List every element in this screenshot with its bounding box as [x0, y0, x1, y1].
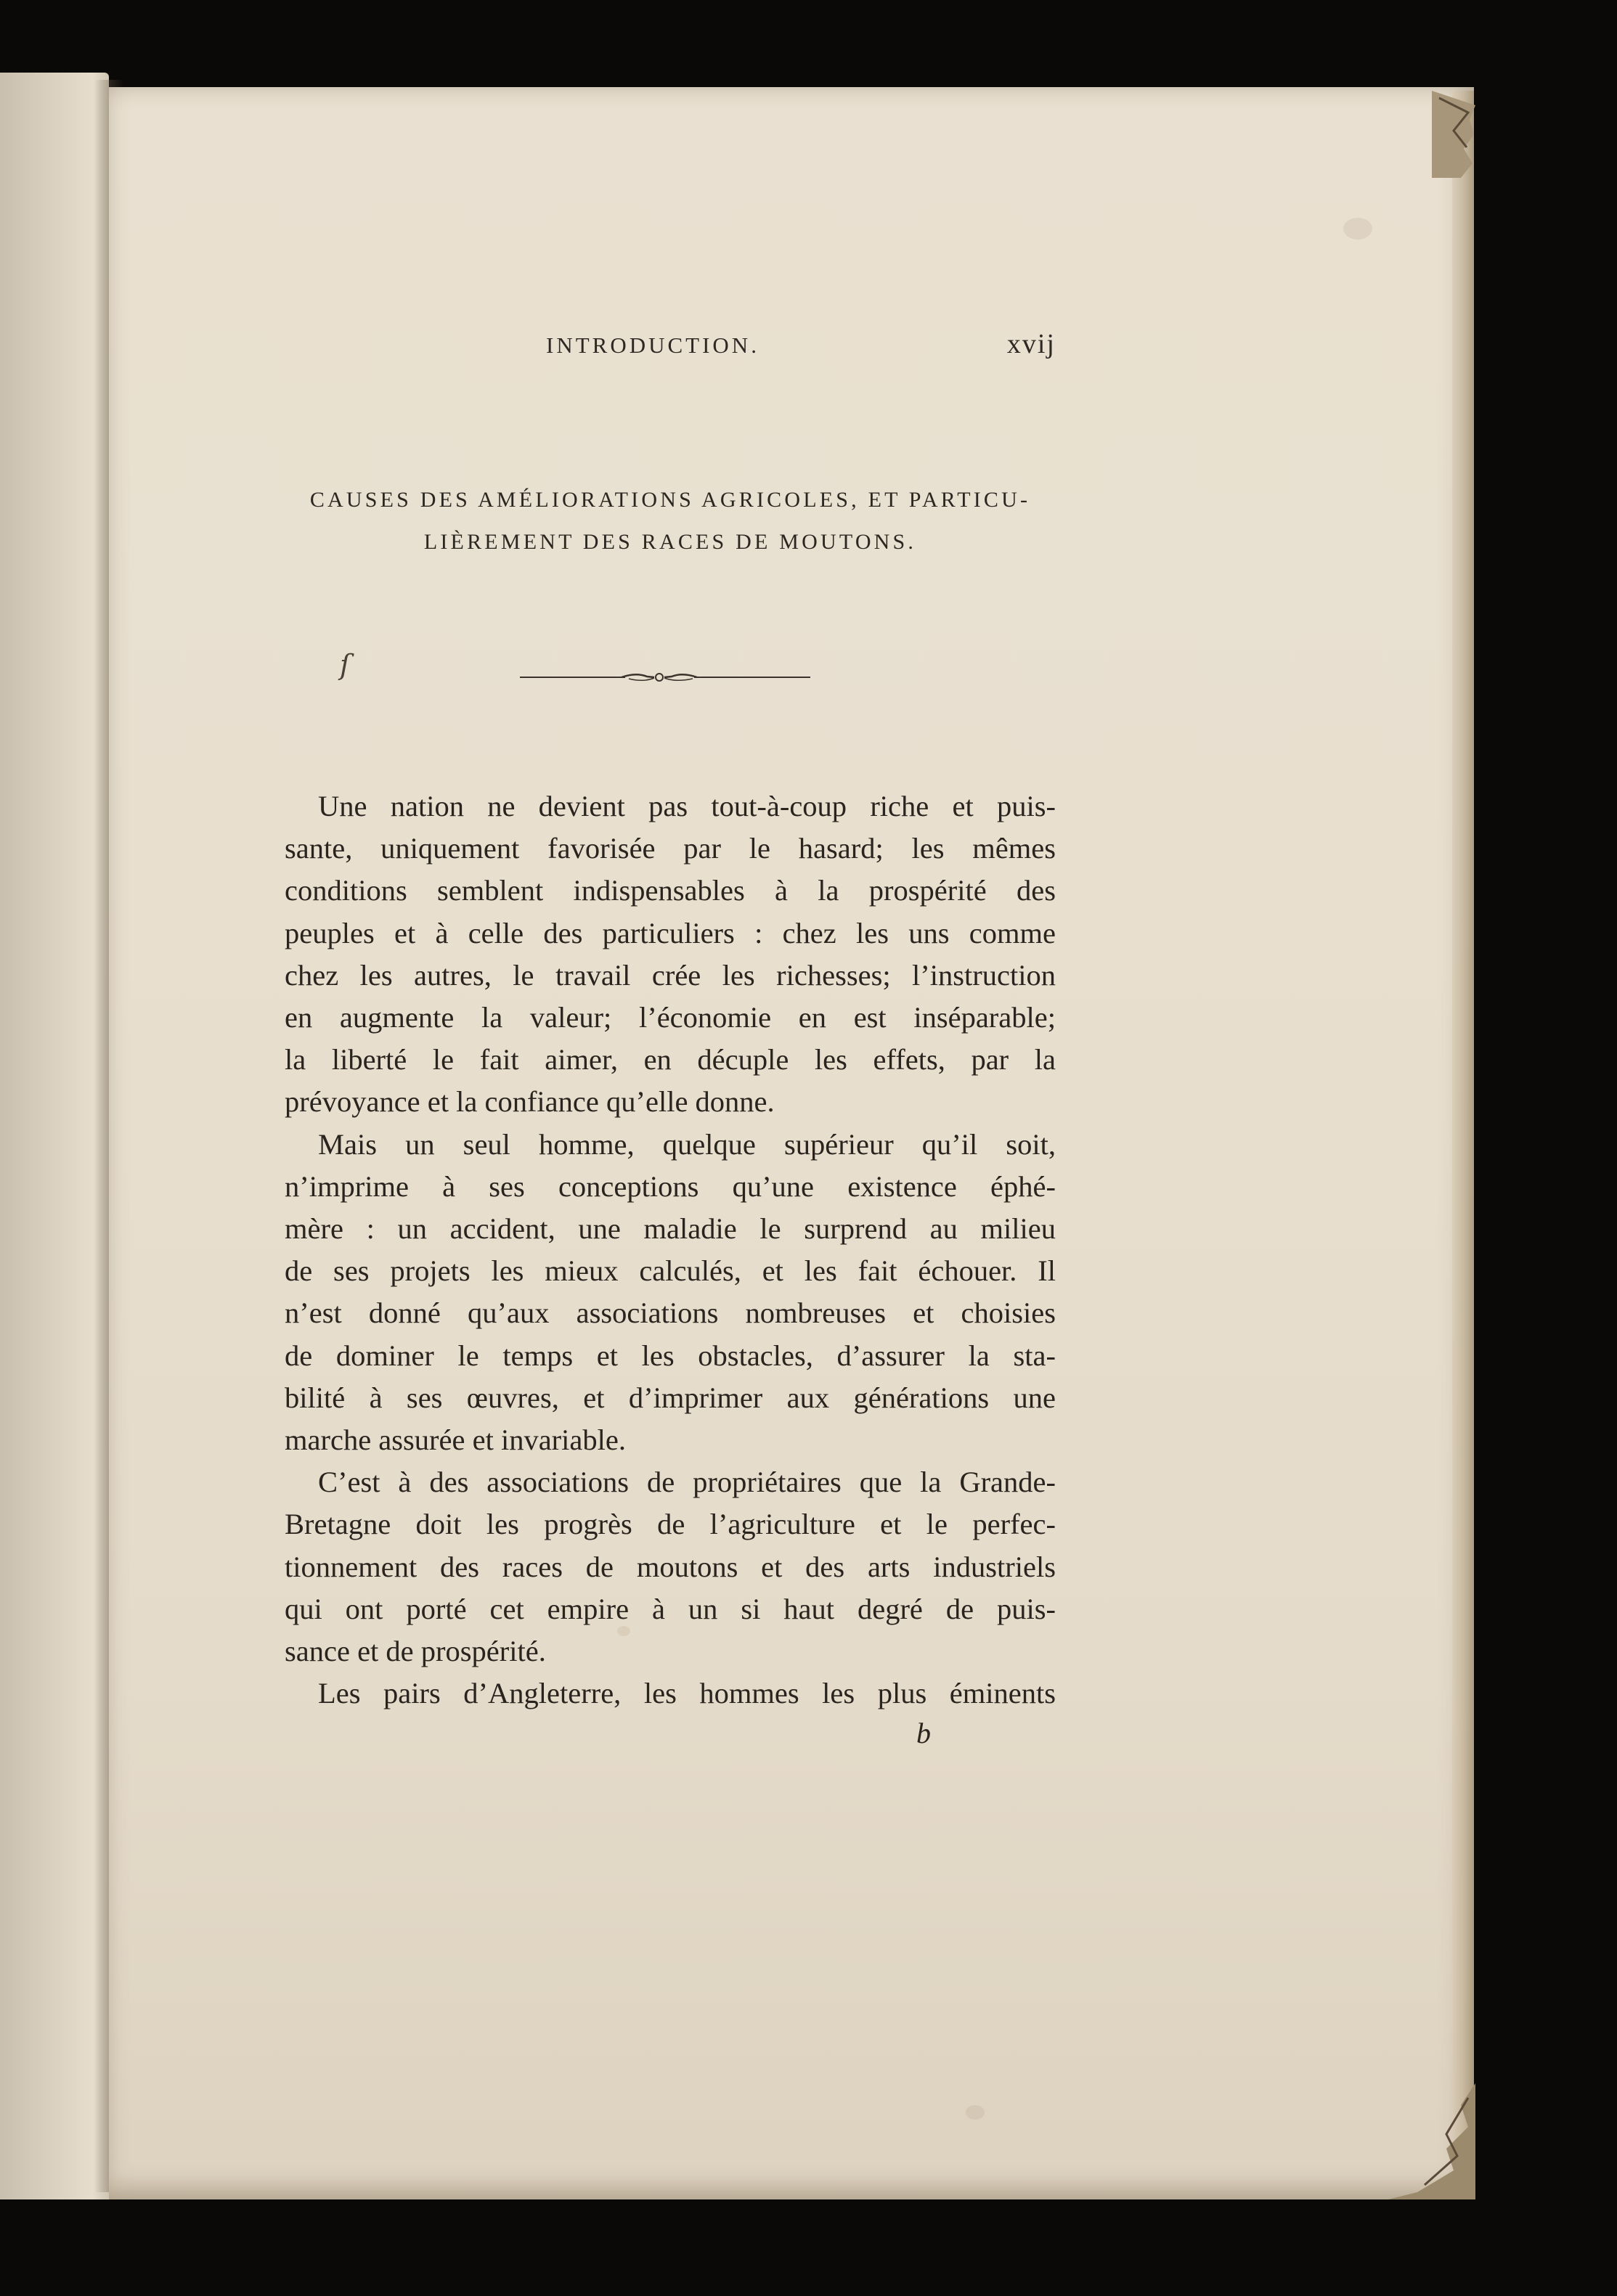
text-line: chez les autres, le travail crée les richesses; l’instruction [285, 958, 1056, 992]
paragraph [285, 785, 1056, 1124]
chapter-title-line: CAUSES DES AMÉLIORATIONS AGRICOLES, ET PARTICU- [309, 488, 1031, 512]
text-line: de ses projets les mieux calculés, et les fait échouer. Il [285, 1254, 1056, 1288]
margin-annotation [340, 649, 354, 681]
text-line: n’imprime à ses conceptions qu’une existence éphé- [285, 1169, 1056, 1203]
paragraph [285, 1124, 1056, 1462]
worn-bottom-corner [1388, 2083, 1475, 2199]
text-line: n’est donné qu’aux associations nombreuses et choisies [285, 1296, 1056, 1330]
ornamental-rule-icon [520, 666, 810, 688]
foxing-spot [966, 2105, 985, 2120]
signature-mark: b [916, 1717, 931, 1749]
left-page-edge [0, 73, 109, 2199]
text-line: peuples et à celle des particuliers : chez les uns comme [285, 916, 1056, 949]
body-text [285, 785, 1056, 1715]
text-line: qui ont porté cet empire à un si haut degré de puis- [285, 1592, 1056, 1625]
page-number: xvij [1006, 329, 1056, 359]
running-head [285, 324, 1056, 367]
paragraph [285, 1461, 1056, 1672]
margin-annotation-glyph: ſ [340, 649, 351, 681]
text-line: prévoyance et la confiance qu’elle donne. [285, 1085, 775, 1119]
text-line: tionnement des races de moutons et des arts industriels [285, 1550, 1056, 1583]
text-line: Une nation ne devient pas tout-à-coup riche et puis- [318, 790, 1056, 822]
text-line: la liberté le fait aimer, en décuple les effets, par la [285, 1043, 1056, 1076]
chapter-title [277, 479, 1063, 563]
text-line: bilité à ses œuvres, et d’imprimer aux générations une [285, 1381, 1056, 1414]
text-line: conditions semblent indispensables à la prospérité des [285, 874, 1056, 907]
foxing-spot [1343, 218, 1372, 240]
text-line: sante, uniquement favorisée par le hasard; les mêmes [285, 832, 1056, 865]
text-line: de dominer le temps et les obstacles, d’assurer la sta- [285, 1339, 1056, 1372]
text-line: marche assurée et invariable. [285, 1423, 627, 1457]
chapter-title-line: LIÈREMENT DES RACES DE MOUTONS. [423, 530, 917, 554]
text-line: C’est à des associations de propriétaires que la Grande- [318, 1466, 1056, 1499]
text-line: mère : un accident, une maladie le surprend au milieu [285, 1212, 1056, 1246]
text-line: Mais un seul homme, quelque supérieur qu’il soit, [318, 1127, 1056, 1161]
page-fore-edge [1452, 91, 1474, 2196]
text-line: sance et de prospérité. [285, 1635, 546, 1668]
running-head-title: INTRODUCTION. [546, 332, 759, 358]
text-line: Bretagne doit les progrès de l’agriculture et le perfec- [285, 1508, 1056, 1541]
text-line: en augmente la valeur; l’économie en est inséparable; [285, 1001, 1056, 1034]
paragraph [285, 1672, 1056, 1715]
text-line: Les pairs d’Angleterre, les hommes les plus éminents [318, 1677, 1056, 1710]
worn-top-corner [1432, 91, 1475, 178]
